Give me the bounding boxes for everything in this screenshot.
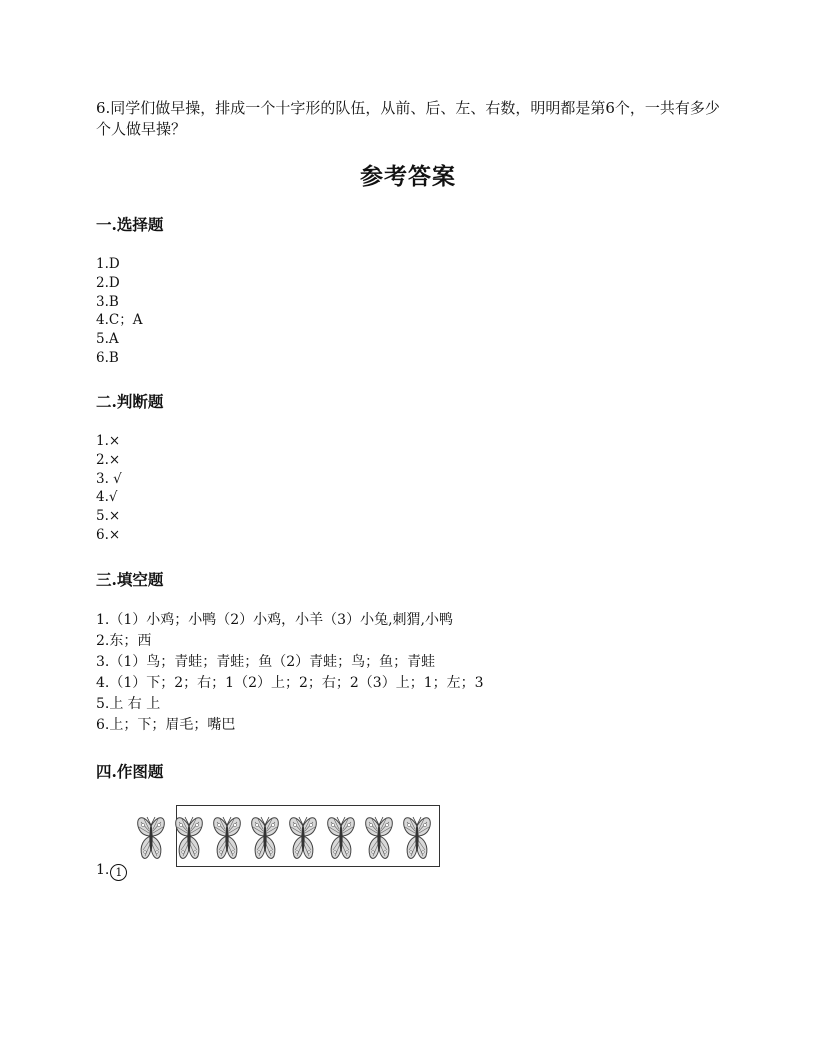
answer-line: 3.B (96, 293, 119, 310)
section-choice-title: 一.选择题 (96, 215, 164, 234)
question-6-text: 6.同学们做早操，排成一个十字形的队伍，从前、后、左、右数，明明都是第6个，一共有多少个人做早操？ (96, 99, 720, 138)
answer-line: 3.（1）鸟；青蛙；青蛙；鱼（2）青蛙；鸟；鱼；青蛙 (96, 654, 436, 670)
answer-line: 1.D (96, 256, 120, 272)
answer-line: 2.D (96, 274, 120, 291)
butterfly-icon (362, 812, 396, 864)
butterfly-icon (248, 812, 282, 864)
answer-line: 1.（1）小鸡；小鸭（2）小鸡，小羊（3）小兔,刺猬,小鸭 (96, 612, 453, 628)
answer-line: 5.上 右 上 (96, 696, 161, 712)
answer-line: 5.× (96, 508, 121, 525)
answer-line: 2.× (96, 451, 121, 468)
answers-title: 参考答案 (360, 163, 456, 190)
answer-line: 4.√ (96, 489, 118, 506)
butterfly-icon (172, 812, 206, 864)
answer-line: 4.C；A (96, 312, 143, 329)
answer-line: 3. √ (96, 470, 122, 487)
answer-line: 6.B (96, 349, 119, 366)
answer-line: 4.（1）下；2；右；1（2）上；2；右；2（3）上；1；左；3 (96, 675, 484, 691)
answer-line: 2.东；西 (96, 633, 152, 649)
section-judge-title: 二.判断题 (96, 392, 164, 411)
section-drawing-title: 四.作图题 (96, 762, 164, 781)
drawing-item-label (96, 862, 127, 881)
answer-line: 5.A (96, 331, 119, 348)
butterfly-figure (96, 800, 456, 890)
butterfly-icon (400, 812, 434, 864)
section-fill-title: 三.填空题 (96, 570, 164, 589)
butterfly-icon (210, 812, 244, 864)
butterfly-icon (324, 812, 358, 864)
answer-line: 1.× (96, 433, 121, 449)
judge-answers (96, 432, 122, 545)
circled-number: 1 (110, 864, 127, 881)
choice-answers (96, 255, 142, 368)
butterfly-icon (286, 812, 320, 864)
answer-line: 6.× (96, 526, 121, 543)
fill-answers (96, 610, 484, 736)
document-page (96, 0, 720, 1056)
butterfly-icon (134, 812, 168, 864)
answer-line: 6.上；下；眉毛；嘴巴 (96, 717, 236, 733)
item-number: 1. (96, 862, 110, 878)
